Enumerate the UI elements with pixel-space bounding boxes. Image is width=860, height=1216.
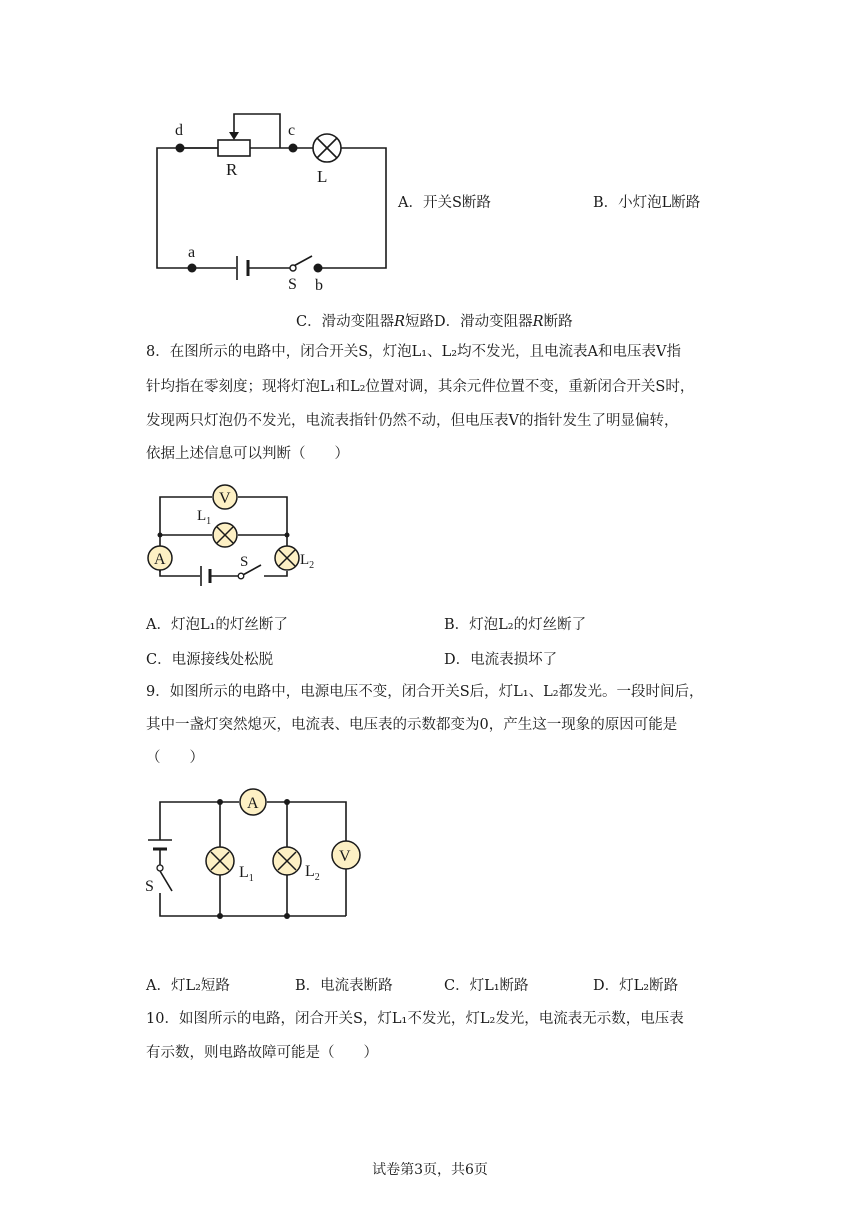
lamp-l1-label: $L_1$ xyxy=(197,508,212,527)
q8-circuit-diagram xyxy=(140,480,330,590)
label-S: S xyxy=(288,276,297,293)
q9-option-d[interactable]: D．灯L₂断路 xyxy=(593,978,679,994)
q8-option-c[interactable]: C．电源接线处松脱 xyxy=(146,652,274,668)
q9-line-2: 其中一盏灯突然熄灭，电流表、电压表的示数都变为0，产生这一现象的原因可能是 xyxy=(146,717,678,733)
label-L: L xyxy=(317,167,328,186)
q9-line-3: （ ） xyxy=(146,750,204,766)
q8-option-a[interactable]: A．灯泡L₁的灯丝断了 xyxy=(146,617,288,633)
switch-label: S xyxy=(240,554,249,570)
q7-options-cd xyxy=(296,310,573,331)
label-c: c xyxy=(288,122,296,139)
voltmeter-label: V xyxy=(339,848,351,865)
label-R: R xyxy=(226,160,238,179)
q10-line-1: 10．如图所示的电路，闭合开关S，灯L₁不发光，灯L₂发光，电流表无示数，电压表 xyxy=(146,1011,684,1027)
q7-option-d[interactable]: D．滑动变阻器R断路 xyxy=(434,314,573,330)
q10-line-2: 有示数，则电路故障可能是（ ） xyxy=(146,1045,378,1061)
ammeter-label: A xyxy=(247,795,259,812)
q8-option-b[interactable]: B．灯泡L₂的灯丝断了 xyxy=(444,617,587,633)
q7-option-c[interactable]: C．滑动变阻器R短路 xyxy=(296,314,435,330)
q7-option-a[interactable]: A．开关S断路 xyxy=(398,195,491,211)
q8-line-3: 发现两只灯泡仍不发光，电流表指针仍然不动，但电压表V的指针发生了明显偏转， xyxy=(146,413,679,429)
label-b: b xyxy=(315,277,323,294)
q9-option-b[interactable]: B．电流表断路 xyxy=(295,978,393,994)
voltmeter-label: V xyxy=(219,490,231,507)
label-d: d xyxy=(175,122,183,139)
q8-line-2: 针均指在零刻度；现将灯泡L₁和L₂位置对调，其余元件位置不变，重新闭合开关S时， xyxy=(146,379,695,395)
q7-circuit-diagram xyxy=(140,100,400,300)
lamp-l2-label: $L_2$ xyxy=(305,863,320,883)
q8-line-1: 8．在图所示的电路中，闭合开关S，灯泡L₁、L₂均不发光，且电流表A和电压表V指 xyxy=(146,344,681,360)
q9-line-1: 9．如图所示的电路中，电源电压不变，闭合开关S后，灯L₁、L₂都发光。一段时间后， xyxy=(146,684,704,700)
switch-label: S xyxy=(145,878,154,895)
q9-option-c[interactable]: C．灯L₁断路 xyxy=(444,978,529,994)
ammeter-label: A xyxy=(154,551,166,568)
lamp-l1-label: $L_1$ xyxy=(239,864,254,884)
label-a: a xyxy=(188,244,196,261)
q8-line-4: 依据上述信息可以判断（ ） xyxy=(146,446,349,462)
page-footer: 试卷第3页，共6页 xyxy=(372,1162,488,1178)
q9-option-a[interactable]: A．灯L₂短路 xyxy=(146,978,230,994)
q8-option-d[interactable]: D．电流表损坏了 xyxy=(444,652,558,668)
q9-circuit-diagram xyxy=(140,785,370,925)
lamp-l2-label: $L_2$ xyxy=(300,552,315,571)
q7-option-b[interactable]: B．小灯泡L断路 xyxy=(593,195,701,211)
